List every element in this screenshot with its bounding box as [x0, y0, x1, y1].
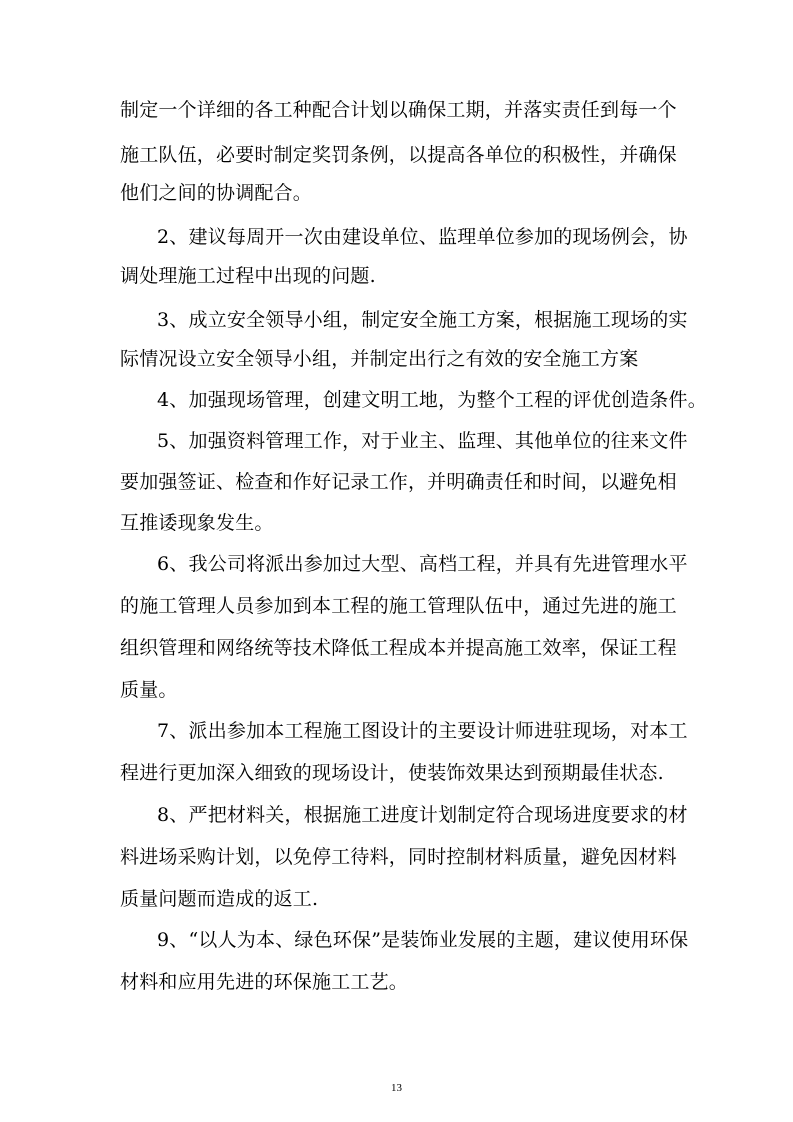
text-line: 料进场采购计划，以免停工待料，同时控制材料质量，避免因材料	[120, 846, 677, 868]
text-line: 2、建议每周开一次由建设单位、监理单位参加的现场例会，协	[157, 226, 688, 248]
text-line: 4、加强现场管理，创建文明工地，为整个工程的评优创造条件。	[157, 389, 707, 411]
text-line: 8、严把材料关，根据施工进度计划制定符合现场进度要求的材	[157, 804, 688, 826]
text-line: 要加强签证、检查和作好记录工作，并明确责任和时间，以避免相	[120, 471, 677, 493]
text-line: 互推诿现象发生。	[120, 512, 274, 534]
text-line: 3、成立安全领导小组，制定安全施工方案，根据施工现场的实	[157, 309, 688, 331]
text-line: 际情况设立安全领导小组，并制定出行之有效的安全施工方案	[120, 348, 639, 370]
text-line: 的施工管理人员参加到本工程的施工管理队伍中，通过先进的施工	[120, 595, 677, 617]
text-line: 7、派出参加本工程施工图设计的主要设计师进驻现场，对本工	[157, 720, 688, 742]
text-line: 9、“以人为本、绿色环保”是装饰业发展的主题，建议使用环保	[157, 929, 689, 951]
page-number: 13	[391, 1082, 402, 1094]
text-line: 制定一个详细的各工种配合计划以确保工期，并落实责任到每一个	[120, 99, 677, 121]
text-line: 材料和应用先进的环保施工工艺。	[120, 971, 409, 993]
text-line: 质量问题而造成的返工.	[120, 888, 319, 910]
text-line: 施工队伍，必要时制定奖罚条例，以提高各单位的积极性，并确保	[120, 144, 677, 166]
text-line: 质量。	[120, 679, 178, 701]
text-line: 组织管理和网络统等技术降低工程成本并提高施工效率，保证工程	[120, 637, 677, 659]
text-line: 5、加强资料管理工作，对于业主、监理、其他单位的往来文件	[157, 430, 688, 452]
text-line: 他们之间的协调配合。	[120, 182, 313, 204]
text-line: 程进行更加深入细致的现场设计，使装饰效果达到预期最佳状态.	[120, 762, 664, 784]
text-line: 调处理施工过程中出现的问题.	[120, 265, 376, 287]
text-line: 6、我公司将派出参加过大型、高档工程，并具有先进管理水平	[157, 553, 688, 575]
